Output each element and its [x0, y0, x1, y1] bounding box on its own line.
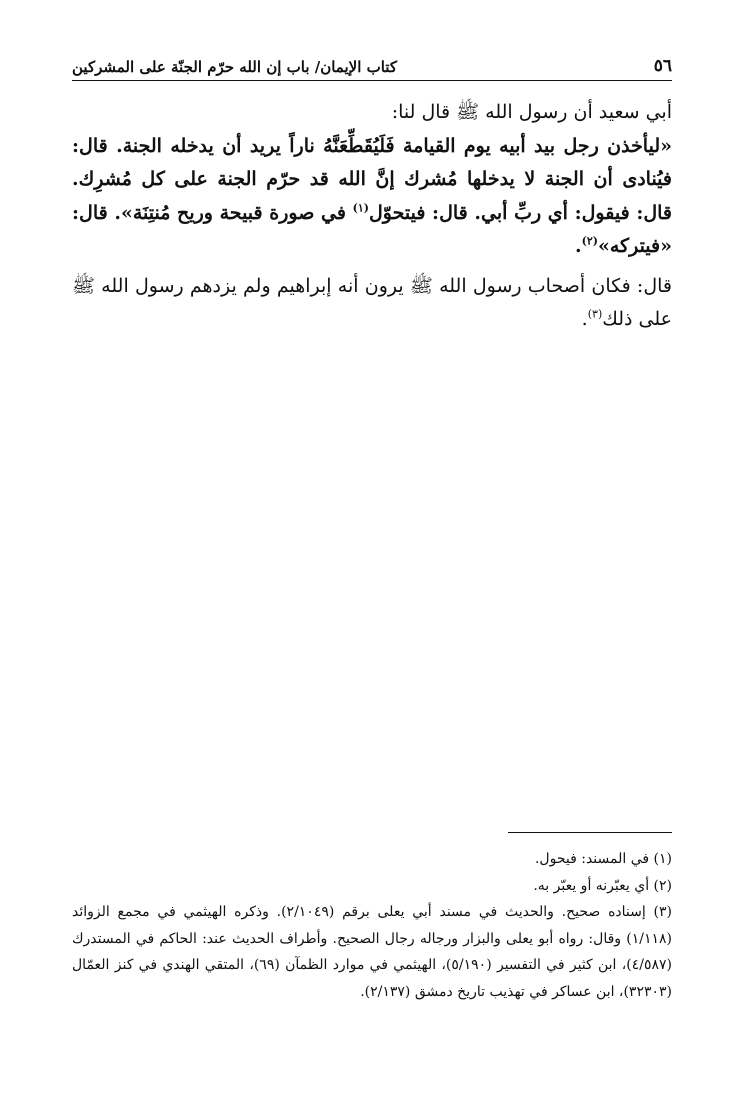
footnote-3: (٣) إسناده صحيح. والحديث في مسند أبي يعلى برقم (٢/١٠٤٩). وذكره الهيثمي في مجمع الزوائد (١/١١٨) وقال: رواه أبو يعلى والبزار ورجاله رجال الصحيح. وأطراف الحديث عند: الحاكم في المستدرك (٤/٥٨٧)، ابن كثير في التفسير (٥/١٩٠)، الهيثمي في موارد الظمآن (٦٩)، المتقي الهندي في كنز العمّال (٣٢٣٠٣)، ابن عساكر في تهذيب تاريخ دمشق (٢/١٣٧). [72, 904, 672, 1000]
comment-end: . [581, 308, 588, 330]
footnote-ref-3: (٣) [587, 307, 603, 321]
comment-text: قال: فكان أصحاب رسول الله ﷺ يرون أنه إبراهيم ولم يزدهم رسول الله ﷺ على ذلك [72, 274, 672, 330]
footnote-ref-1: (١) [352, 201, 369, 215]
header-rule [72, 80, 672, 81]
footnotes [72, 846, 672, 1005]
running-title: كتاب الإيمان/ باب إن الله حرّم الجنّة على المشركين [72, 58, 397, 76]
main-text [72, 96, 672, 337]
hadith-text [72, 130, 672, 264]
hadith-part-1: «ليأخذن رجل بيد أبيه يوم القيامة فَلَيُقَطِّعَنَّهُ ناراً يريد أن يدخله الجنة. قال: فيُنادى أن الجنة لا يدخلها مُشرك إنَّ الله قد حرّم الجنة على كل مُشرِك. قال: فيقول: أي ربِّ أبي. قال: فيتحوّل [72, 134, 673, 224]
intro-text: أبي سعيد أن رسول الله ﷺ قال لنا: [391, 101, 672, 123]
footnote-separator [508, 832, 672, 833]
intro-line [72, 96, 672, 130]
narrator-comment [72, 270, 672, 337]
footnote-2: (٢) أي يعبّرنه أو يعبّر به. [533, 877, 672, 894]
hadith-part-2: في صورة قبيحة وريح مُنتِنَة». قال: «فيتركه» [72, 201, 672, 257]
hadith-end: . [575, 235, 582, 257]
running-header [72, 46, 672, 76]
footnote-1: (١) في المسند: فيحول. [534, 851, 672, 867]
page-number: ٥٦ [653, 56, 672, 76]
footnote-ref-2: (٢) [581, 234, 598, 248]
